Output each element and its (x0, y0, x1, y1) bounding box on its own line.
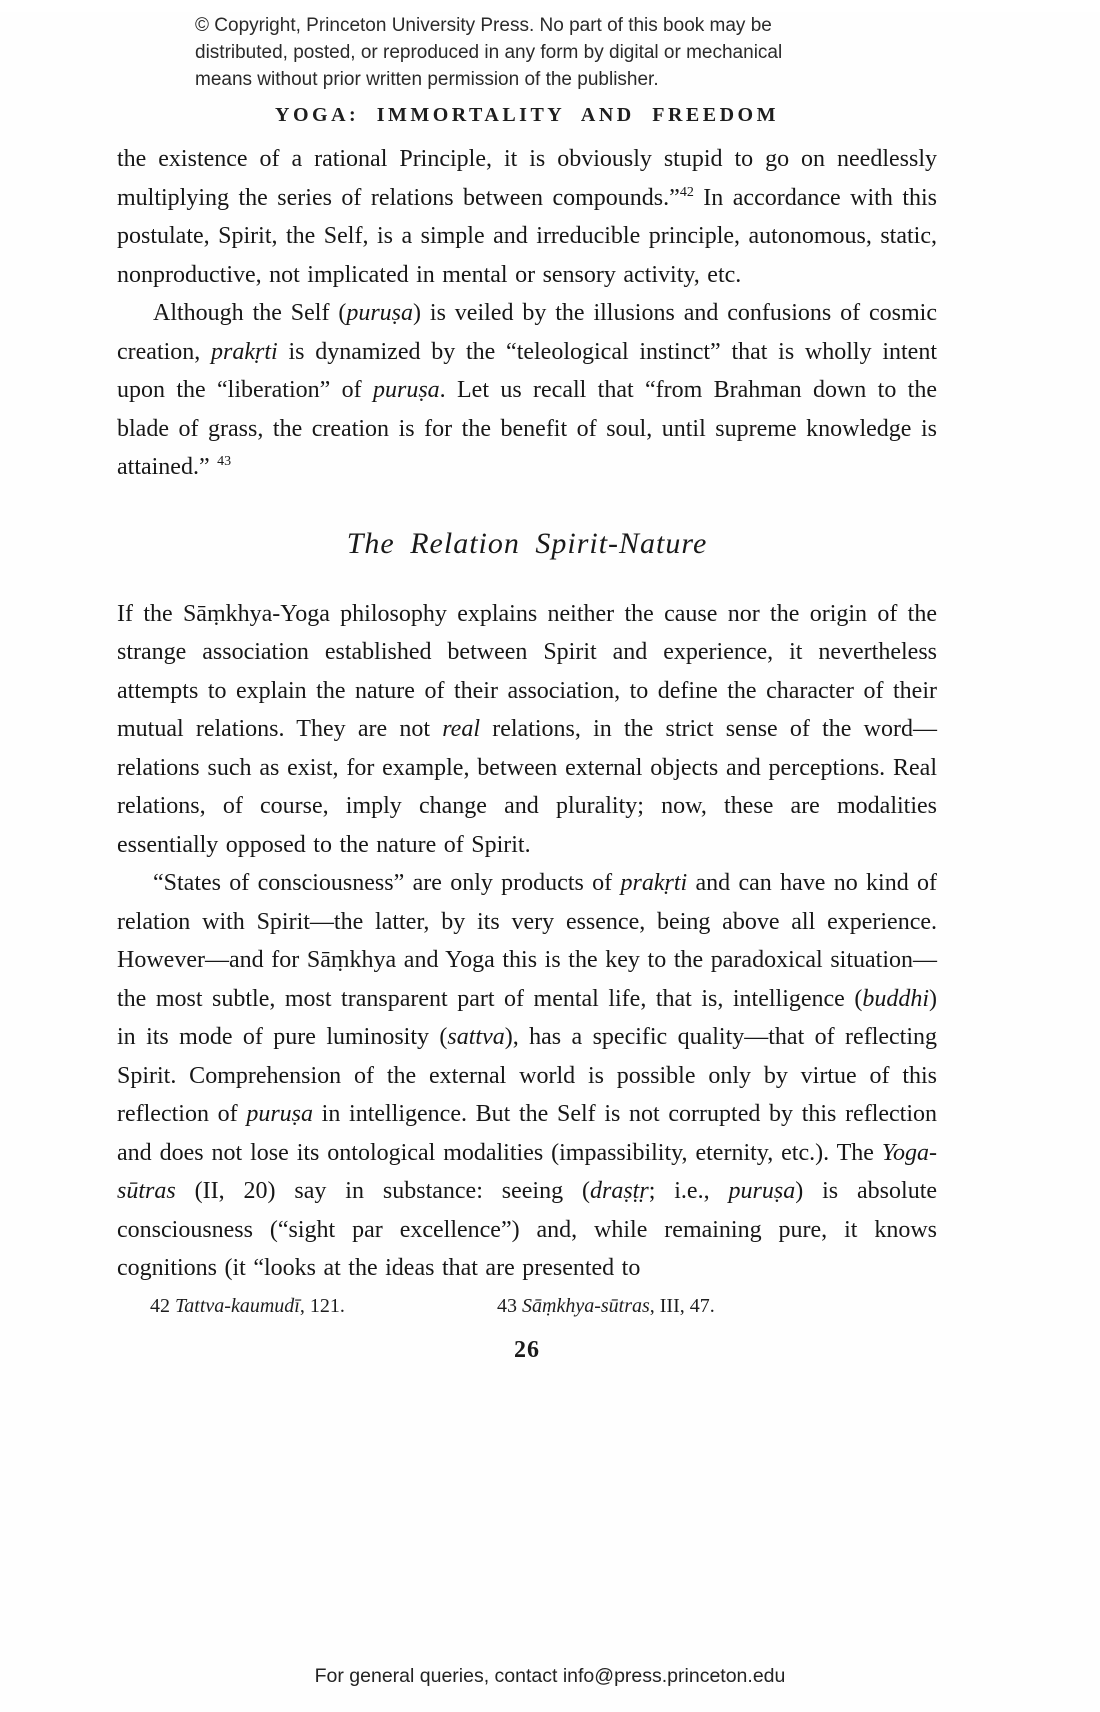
text-run: in intelligence. But the Self is not corrupted by this reflection and does not lose its ontological modalities (impassibility, eternity, etc.). The (117, 1101, 938, 1166)
page-number: 26 (514, 1336, 540, 1363)
book-page-scan (0, 12, 1100, 1712)
text-run: puruṣa (372, 377, 440, 403)
text-run: draṣṭṛ (590, 1178, 649, 1204)
text-run: ; i.e., (648, 1178, 729, 1204)
text-run: is dynamized by the “teleological instinct” that is wholly intent upon the “liberation” of (117, 338, 937, 403)
text-block (117, 102, 937, 1364)
copyright-line: distributed, posted, or reproduced in any form by digital or mechanical (195, 42, 783, 63)
paragraph (117, 595, 937, 865)
footnote-rest: , III, 47. (649, 1294, 715, 1317)
footnote-number: 43 (497, 1294, 522, 1317)
text-run: ) is absolute consciousness (“sight par excellence”) and, while remaining pure, it knows cognitions (it “looks at the ideas that are presented to (117, 1178, 938, 1281)
footnote-43 (497, 1295, 715, 1318)
footer-contact: For general queries, contact info@press.princeton.edu (314, 1665, 786, 1687)
body-text (117, 140, 937, 1288)
text-run: prakṛti (620, 870, 688, 896)
footnotes (117, 1295, 937, 1323)
text-run: buddhi (862, 985, 929, 1012)
footnote-title: Sāṃkhya-sūtras (522, 1294, 650, 1317)
section-heading: The Relation Spirit-Nature (346, 526, 708, 560)
text-run: (II, 20) say in substance: seeing ( (175, 1178, 590, 1204)
footnote-number: 42 (150, 1294, 175, 1317)
copyright-notice (195, 12, 860, 93)
text-run: and can have no kind of relation with Spirit—the latter, by its very essence, being above all experience. However—and for Sāṃkhya and Yoga this is the key to the paradoxical situation—the most subtle, most transparent part of mental life, that is, intelligence ( (117, 870, 938, 1012)
text-run: Yoga-sūtras (117, 1139, 937, 1204)
paragraph (117, 140, 937, 294)
text-run: ) in its mode of pure luminosity ( (117, 985, 937, 1050)
text-run: Although the Self ( (153, 300, 347, 326)
footnote-42 (150, 1295, 345, 1318)
text-run: sattva (447, 1024, 505, 1050)
text-run: puruṣa (728, 1178, 796, 1204)
copyright-line: © Copyright, Princeton University Press. No part of this book may be (195, 15, 772, 36)
running-head: YOGA: IMMORTALITY AND FREEDOM (275, 104, 779, 126)
text-run: puruṣa (346, 300, 414, 326)
text-run: If the Sāṃkhya-Yoga philosophy explains neither the cause nor the origin of the strange association established between Spirit and experience, it nevertheless attempts to explain the nature of their association, to define the character of their mutual relations. They are not (117, 600, 937, 742)
copyright-line: means without prior written permission of the publisher. (195, 69, 659, 90)
footnote-reference: 42 (679, 184, 694, 200)
text-run: real (442, 716, 481, 742)
text-run: prakṛti (211, 338, 278, 365)
footnote-rest: , 121. (299, 1294, 345, 1317)
text-run: relations, in the strict sense of the word—relations such as exist, for example, between external objects and perceptions. Real relations, of course, imply change and plurality; now, these are modalities essentially opposed to the nature of Spirit. (117, 716, 937, 858)
text-run: In accordance with this postulate, Spirit, the Self, is a simple and irreducible principle, autonomous, static, nonproductive, not implicated in mental or sensory activity, etc. (117, 184, 938, 288)
text-run: “States of consciousness” are only products of (153, 870, 621, 896)
text-run: the existence of a rational Principle, it is obviously stupid to go on needlessly multiplying the series of relations between compounds.” (117, 146, 937, 211)
paragraph (117, 294, 937, 487)
text-run: puruṣa (246, 1101, 313, 1127)
text-run: ) is veiled by the illusions and confusions of cosmic creation, (117, 300, 937, 365)
text-run: ), has a specific quality—that of reflecting Spirit. Comprehension of the external world is possible only by virtue of this reflection of (117, 1024, 938, 1127)
text-run: . Let us recall that “from Brahman down to the blade of grass, the creation is for the benefit of soul, until supreme knowledge is attained.” (117, 377, 937, 480)
paragraph (117, 864, 937, 1288)
footnote-reference: 43 (217, 454, 232, 469)
footnote-title: Tattva-kaumudī (175, 1294, 300, 1317)
